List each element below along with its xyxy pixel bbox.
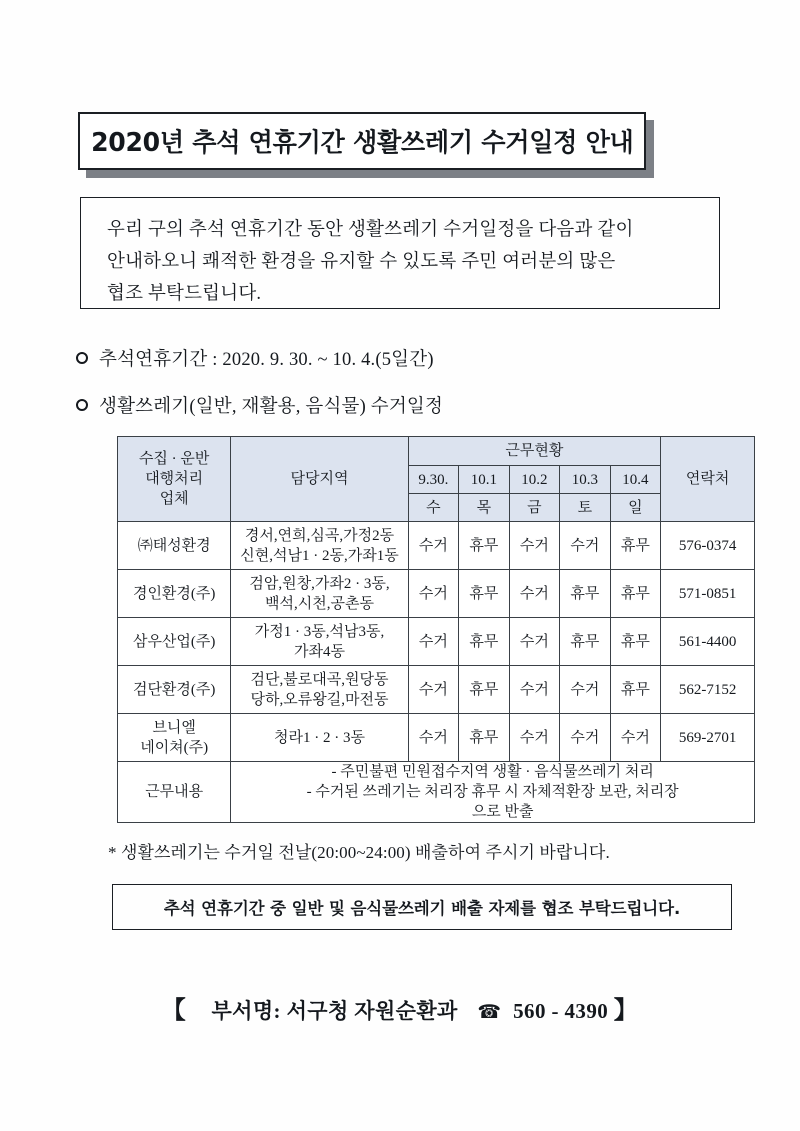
- cell-status-5: 휴무: [610, 618, 661, 666]
- bullet-holiday-period-label: 추석연휴기간 : 2020. 9. 30. ~ 10. 4.(5일간): [99, 350, 434, 370]
- cell-region-line-1: 검암,원창,가좌2 · 3동,: [249, 575, 390, 592]
- intro-paragraph-box: [80, 197, 720, 309]
- schedule-table-head: [118, 437, 755, 522]
- header-date-4: 10.3: [560, 466, 611, 494]
- footnote: * 생활쓰레기는 수거일 전날(20:00~24:00) 배출하여 주시기 바랍니다.: [108, 843, 610, 862]
- cell-status-1: 수거: [408, 666, 459, 714]
- header-date-3: 10.2: [509, 466, 560, 494]
- cell-region: [231, 570, 408, 618]
- cell-contact: 569-2701: [661, 714, 755, 762]
- bullet-waste-schedule: [76, 392, 443, 418]
- cell-contact: 576-0374: [661, 522, 755, 570]
- table-row: [118, 666, 755, 714]
- cell-status-3: 수거: [509, 714, 560, 762]
- intro-line-3: 협조 부탁드립니다.: [107, 284, 262, 304]
- header-day-2: 목: [459, 494, 510, 522]
- cell-region: [231, 522, 408, 570]
- cell-status-1: 수거: [408, 714, 459, 762]
- title-banner-box: [78, 112, 646, 170]
- cell-status-1: 수거: [408, 570, 459, 618]
- cell-region-line-2: 가좌4동: [294, 643, 345, 660]
- cell-status-5: 휴무: [610, 666, 661, 714]
- cell-status-2: 휴무: [459, 714, 510, 762]
- cell-status-1: 수거: [408, 522, 459, 570]
- cell-region: [231, 618, 408, 666]
- work-content-line-3: 으로 반출: [471, 804, 534, 820]
- header-vendor-line-1: 수집 · 운반: [138, 451, 210, 467]
- schedule-table-wrapper: [117, 436, 755, 823]
- cell-status-5: 휴무: [610, 570, 661, 618]
- cell-status-4: 휴무: [560, 618, 611, 666]
- header-status-group: 근무현황: [408, 437, 661, 466]
- work-content-body: [231, 762, 755, 823]
- cell-region-line-2: 신현,석남1 · 2동,가좌1동: [240, 547, 399, 564]
- department-label: 부서명: 서구청 자원순환과: [211, 999, 458, 1023]
- cell-status-4: 수거: [560, 522, 611, 570]
- cell-region-line-2: 당하,오류왕길,마전동: [250, 691, 389, 708]
- cell-status-4: 수거: [560, 666, 611, 714]
- circle-bullet-icon: [76, 352, 88, 364]
- cell-contact: 561-4400: [661, 618, 755, 666]
- cell-vendor-line-2: 네이쳐(주): [140, 739, 209, 756]
- table-row: [118, 618, 755, 666]
- header-day-3: 금: [509, 494, 560, 522]
- cell-status-2: 휴무: [459, 618, 510, 666]
- intro-line-2: 안내하오니 쾌적한 환경을 유지할 수 있도록 주민 여러분의 많은: [107, 252, 616, 272]
- cell-region-line-2: 백석,시천,공촌동: [265, 595, 374, 612]
- cell-status-5: 휴무: [610, 522, 661, 570]
- header-date-5: 10.4: [610, 466, 661, 494]
- department-phone: 560 - 4390: [513, 999, 609, 1023]
- page-title: 2020년 추석 연휴기간 생활쓰레기 수거일정 안내: [90, 128, 634, 158]
- header-date-1: 9.30.: [408, 466, 459, 494]
- header-vendor: [118, 437, 231, 522]
- bracket-close: 】: [613, 998, 639, 1024]
- table-row: [118, 570, 755, 618]
- cell-region: [231, 666, 408, 714]
- cell-status-3: 수거: [509, 618, 560, 666]
- cell-region-line-1: 가정1 · 3동,석남3동,: [254, 623, 385, 640]
- telephone-icon: ☎: [477, 1001, 502, 1023]
- header-date-2: 10.1: [459, 466, 510, 494]
- cell-vendor: [118, 714, 231, 762]
- emphasis-text: 추석 연휴기간 중 일반 및 음식물쓰레기 배출 자제를 협조 부탁드립니다.: [163, 899, 681, 918]
- table-header-row-1: [118, 437, 755, 466]
- cell-vendor: 경인환경(주): [118, 570, 231, 618]
- cell-status-4: 수거: [560, 714, 611, 762]
- cell-status-2: 휴무: [459, 666, 510, 714]
- bullet-holiday-period: [76, 345, 434, 371]
- table-row: [118, 522, 755, 570]
- cell-status-3: 수거: [509, 666, 560, 714]
- cell-region-line-1: 검단,불로대곡,원당동: [250, 671, 389, 688]
- work-content-label: 근무내용: [118, 762, 231, 823]
- schedule-table: [117, 436, 755, 823]
- table-row: [118, 714, 755, 762]
- work-content-line-1: - 주민불편 민원접수지역 생활 · 음식물쓰레기 처리: [331, 764, 654, 780]
- cell-vendor: 검단환경(주): [118, 666, 231, 714]
- emphasis-box: [112, 884, 732, 930]
- work-content-row: [118, 762, 755, 823]
- cell-region: [231, 714, 408, 762]
- cell-status-2: 휴무: [459, 570, 510, 618]
- header-vendor-line-2: 대행처리: [145, 471, 204, 487]
- schedule-table-body: [118, 522, 755, 823]
- intro-line-1: 우리 구의 추석 연휴기간 동안 생활쓰레기 수거일정을 다음과 같이: [107, 220, 634, 240]
- cell-contact: 562-7152: [661, 666, 755, 714]
- header-day-5: 일: [610, 494, 661, 522]
- header-region: 담당지역: [231, 437, 408, 522]
- header-day-4: 토: [560, 494, 611, 522]
- circle-bullet-icon: [76, 399, 88, 411]
- header-vendor-line-3: 업체: [159, 491, 189, 507]
- cell-status-2: 휴무: [459, 522, 510, 570]
- cell-status-3: 수거: [509, 522, 560, 570]
- cell-status-5: 수거: [610, 714, 661, 762]
- cell-contact: 571-0851: [661, 570, 755, 618]
- bullet-waste-schedule-label: 생활쓰레기(일반, 재활용, 음식물) 수거일정: [99, 397, 444, 417]
- cell-vendor: 삼우산업(주): [118, 618, 231, 666]
- cell-status-4: 휴무: [560, 570, 611, 618]
- cell-vendor-line-1: 브니엘: [152, 719, 196, 736]
- work-content-line-2: - 수거된 쓰레기는 처리장 휴무 시 자체적환장 보관, 처리장: [306, 784, 679, 800]
- cell-status-3: 수거: [509, 570, 560, 618]
- cell-region-line-1: 경서,연희,심곡,가정2동: [244, 527, 395, 544]
- header-contact: 연락처: [661, 437, 755, 522]
- title-banner: [78, 112, 646, 170]
- department-footer: [0, 990, 800, 1025]
- cell-status-1: 수거: [408, 618, 459, 666]
- bracket-open: 【: [161, 998, 187, 1024]
- cell-region-line-1: 청라1 · 2 · 3동: [274, 729, 365, 746]
- header-day-1: 수: [408, 494, 459, 522]
- cell-vendor: ㈜태성환경: [118, 522, 231, 570]
